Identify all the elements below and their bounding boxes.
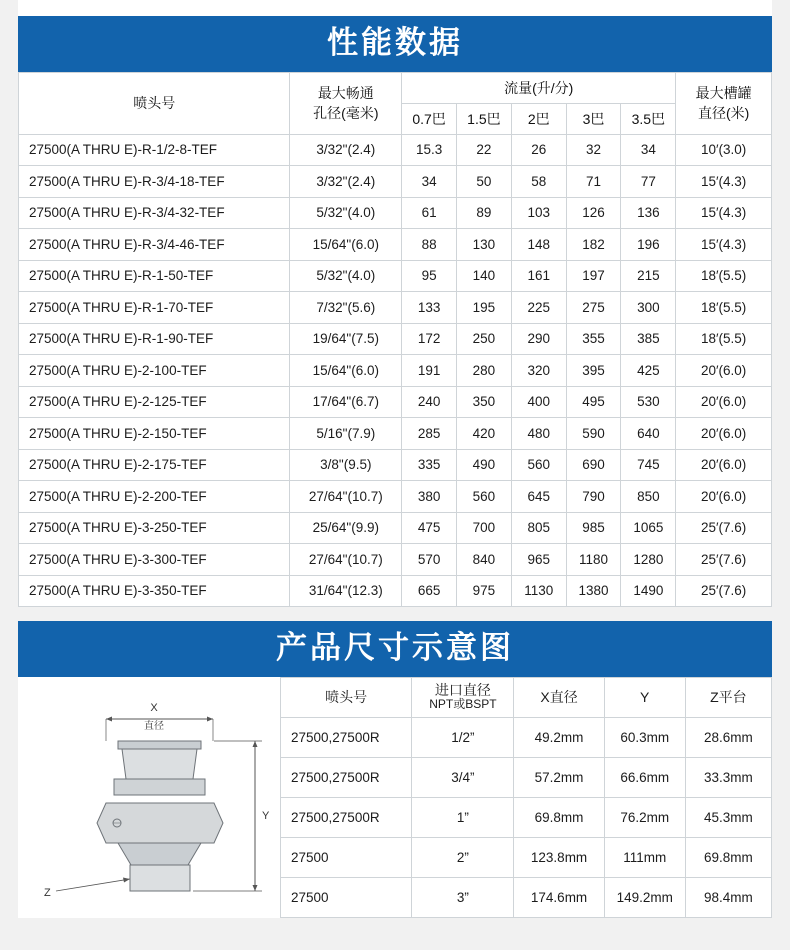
cell-nozzle: 27500(A THRU E)-2-200-TEF [19, 481, 290, 513]
cell-flow-2: 26 [511, 134, 566, 166]
product-dimension-drawing [18, 677, 280, 915]
cell-flow-4: 425 [621, 355, 676, 387]
table-row [281, 877, 772, 917]
cell-flow-2: 290 [511, 323, 566, 355]
cell-flow-2: 161 [511, 260, 566, 292]
performance-banner: 性能数据 [18, 16, 772, 72]
cell-dim-inlet: 3” [412, 877, 514, 917]
cell-bore: 15/64"(6.0) [290, 355, 402, 387]
cell-dim-x: 57.2mm [514, 757, 604, 797]
cell-bore: 3/32"(2.4) [290, 166, 402, 198]
cell-dim-z: 33.3mm [685, 757, 771, 797]
cell-flow-2: 148 [511, 229, 566, 261]
header-tank-line2: 直径(米) [697, 105, 750, 122]
table-row [19, 544, 772, 576]
table-row [19, 386, 772, 418]
cell-flow-0: 61 [402, 197, 457, 229]
cell-flow-2: 58 [511, 166, 566, 198]
cell-flow-1: 490 [457, 449, 512, 481]
cell-dim-inlet: 1/2” [412, 717, 514, 757]
cell-flow-0: 15.3 [402, 134, 457, 166]
table-row [281, 837, 772, 877]
cell-dim-x: 123.8mm [514, 837, 604, 877]
cell-tank: 20′(6.0) [676, 449, 772, 481]
cell-tank: 18′(5.5) [676, 292, 772, 324]
cell-flow-2: 645 [511, 481, 566, 513]
cell-nozzle: 27500(A THRU E)-3-250-TEF [19, 512, 290, 544]
cell-nozzle: 27500(A THRU E)-2-150-TEF [19, 418, 290, 450]
header-dim-inlet [412, 677, 514, 717]
cell-flow-2: 480 [511, 418, 566, 450]
cell-tank: 20′(6.0) [676, 418, 772, 450]
table-row [19, 418, 772, 450]
cell-flow-0: 95 [402, 260, 457, 292]
cell-bore: 25/64"(9.9) [290, 512, 402, 544]
cell-flow-4: 77 [621, 166, 676, 198]
cell-flow-0: 570 [402, 544, 457, 576]
cell-flow-1: 420 [457, 418, 512, 450]
table-row [281, 757, 772, 797]
cell-dim-z: 98.4mm [685, 877, 771, 917]
cell-flow-3: 71 [566, 166, 621, 198]
cell-flow-3: 126 [566, 197, 621, 229]
cell-flow-2: 560 [511, 449, 566, 481]
table-row [19, 197, 772, 229]
cell-flow-2: 965 [511, 544, 566, 576]
cell-flow-2: 805 [511, 512, 566, 544]
header-nozzle: 喷头号 [19, 72, 290, 134]
cell-flow-0: 285 [402, 418, 457, 450]
cell-tank: 18′(5.5) [676, 323, 772, 355]
cell-nozzle: 27500(A THRU E)-3-350-TEF [19, 575, 290, 607]
cell-tank: 15′(4.3) [676, 229, 772, 261]
label-y: Y [262, 809, 270, 822]
cell-bore: 19/64"(7.5) [290, 323, 402, 355]
cell-nozzle: 27500(A THRU E)-2-125-TEF [19, 386, 290, 418]
cell-flow-0: 240 [402, 386, 457, 418]
table-row [19, 134, 772, 166]
cell-flow-3: 275 [566, 292, 621, 324]
cell-flow-1: 130 [457, 229, 512, 261]
cell-dim-z: 69.8mm [685, 837, 771, 877]
cell-flow-1: 700 [457, 512, 512, 544]
cell-flow-4: 300 [621, 292, 676, 324]
dimension-table-body [281, 717, 772, 917]
cell-tank: 20′(6.0) [676, 386, 772, 418]
cell-flow-1: 195 [457, 292, 512, 324]
cell-tank: 25′(7.6) [676, 544, 772, 576]
dimension-banner: 产品尺寸示意图 [18, 621, 772, 677]
cell-flow-1: 280 [457, 355, 512, 387]
cell-flow-0: 172 [402, 323, 457, 355]
cell-bore: 15/64"(6.0) [290, 229, 402, 261]
cell-flow-4: 385 [621, 323, 676, 355]
table-row [19, 355, 772, 387]
cell-flow-4: 1490 [621, 575, 676, 607]
cell-flow-4: 640 [621, 418, 676, 450]
cell-bore: 27/64"(10.7) [290, 481, 402, 513]
cell-flow-0: 88 [402, 229, 457, 261]
header-flow-2: 2巴 [511, 103, 566, 134]
cell-flow-1: 840 [457, 544, 512, 576]
cell-flow-3: 985 [566, 512, 621, 544]
label-z: Z [44, 886, 51, 899]
cell-dim-z: 28.6mm [685, 717, 771, 757]
cell-flow-2: 1130 [511, 575, 566, 607]
cell-flow-0: 380 [402, 481, 457, 513]
header-flow-1: 1.5巴 [457, 103, 512, 134]
table-row [19, 166, 772, 198]
cell-flow-0: 34 [402, 166, 457, 198]
table-row [19, 449, 772, 481]
cell-nozzle: 27500(A THRU E)-R-3/4-32-TEF [19, 197, 290, 229]
cell-flow-1: 560 [457, 481, 512, 513]
cell-dim-y: 76.2mm [604, 797, 685, 837]
cell-bore: 3/32"(2.4) [290, 134, 402, 166]
cell-bore: 5/32"(4.0) [290, 197, 402, 229]
cell-flow-1: 250 [457, 323, 512, 355]
cell-flow-4: 136 [621, 197, 676, 229]
cell-flow-3: 395 [566, 355, 621, 387]
label-x-diameter: 直径 [144, 720, 164, 732]
cell-flow-4: 1280 [621, 544, 676, 576]
performance-table [18, 72, 772, 608]
cell-dim-nozzle: 27500,27500R [281, 757, 412, 797]
table-row [19, 229, 772, 261]
cell-flow-3: 1380 [566, 575, 621, 607]
cell-dim-nozzle: 27500,27500R [281, 717, 412, 757]
cell-bore: 5/32"(4.0) [290, 260, 402, 292]
cell-flow-4: 34 [621, 134, 676, 166]
header-flow-0: 0.7巴 [402, 103, 457, 134]
table-row [19, 575, 772, 607]
header-bore [290, 72, 402, 134]
cell-flow-3: 182 [566, 229, 621, 261]
cell-bore: 17/64"(6.7) [290, 386, 402, 418]
cell-nozzle: 27500(A THRU E)-3-300-TEF [19, 544, 290, 576]
cell-tank: 25′(7.6) [676, 512, 772, 544]
cell-flow-4: 745 [621, 449, 676, 481]
cell-tank: 15′(4.3) [676, 197, 772, 229]
cell-dim-x: 49.2mm [514, 717, 604, 757]
label-x: X [150, 701, 158, 714]
cell-flow-3: 355 [566, 323, 621, 355]
cell-flow-0: 133 [402, 292, 457, 324]
cell-flow-1: 140 [457, 260, 512, 292]
performance-section [18, 0, 772, 607]
cell-bore: 5/16"(7.9) [290, 418, 402, 450]
header-flow-3: 3巴 [566, 103, 621, 134]
cell-bore: 31/64"(12.3) [290, 575, 402, 607]
header-tank [676, 72, 772, 134]
header-inlet-line2: NPT或BSPT [429, 697, 497, 712]
header-inlet-line1: 进口直径 [434, 682, 491, 699]
table-row [19, 292, 772, 324]
cell-nozzle: 27500(A THRU E)-2-175-TEF [19, 449, 290, 481]
cell-flow-4: 530 [621, 386, 676, 418]
cell-bore: 3/8"(9.5) [290, 449, 402, 481]
cell-flow-2: 225 [511, 292, 566, 324]
performance-table-body [19, 134, 772, 607]
cell-flow-3: 495 [566, 386, 621, 418]
cell-dim-inlet: 3/4” [412, 757, 514, 797]
dimension-section [18, 621, 772, 918]
cell-dim-inlet: 2” [412, 837, 514, 877]
dimension-table [280, 677, 772, 918]
header-dim-x: X直径 [514, 677, 604, 717]
cell-dim-x: 69.8mm [514, 797, 604, 837]
cell-flow-3: 590 [566, 418, 621, 450]
cell-flow-0: 475 [402, 512, 457, 544]
cell-flow-3: 197 [566, 260, 621, 292]
cell-dim-nozzle: 27500 [281, 877, 412, 917]
cell-flow-3: 32 [566, 134, 621, 166]
cell-flow-0: 191 [402, 355, 457, 387]
cell-dim-x: 174.6mm [514, 877, 604, 917]
cell-dim-y: 66.6mm [604, 757, 685, 797]
cell-flow-2: 320 [511, 355, 566, 387]
cell-tank: 10′(3.0) [676, 134, 772, 166]
cell-flow-3: 690 [566, 449, 621, 481]
cell-nozzle: 27500(A THRU E)-R-1/2-8-TEF [19, 134, 290, 166]
cell-flow-1: 350 [457, 386, 512, 418]
cell-nozzle: 27500(A THRU E)-R-1-50-TEF [19, 260, 290, 292]
cell-dim-nozzle: 27500 [281, 837, 412, 877]
header-flow-4: 3.5巴 [621, 103, 676, 134]
cell-dim-inlet: 1” [412, 797, 514, 837]
header-dim-y: Y [604, 677, 685, 717]
cell-flow-0: 665 [402, 575, 457, 607]
table-row [281, 717, 772, 757]
cell-flow-3: 1180 [566, 544, 621, 576]
header-dim-z: Z平台 [685, 677, 771, 717]
cell-flow-0: 335 [402, 449, 457, 481]
cell-flow-2: 400 [511, 386, 566, 418]
cell-tank: 20′(6.0) [676, 481, 772, 513]
cell-flow-3: 790 [566, 481, 621, 513]
cell-nozzle: 27500(A THRU E)-R-1-70-TEF [19, 292, 290, 324]
cell-flow-1: 22 [457, 134, 512, 166]
cell-flow-2: 103 [511, 197, 566, 229]
cell-nozzle: 27500(A THRU E)-R-1-90-TEF [19, 323, 290, 355]
nozzle-diagram-svg [18, 683, 280, 921]
cell-flow-1: 50 [457, 166, 512, 198]
table-header-row-1 [19, 72, 772, 103]
cell-dim-y: 111mm [604, 837, 685, 877]
cell-tank: 20′(6.0) [676, 355, 772, 387]
cell-dim-z: 45.3mm [685, 797, 771, 837]
header-tank-line1: 最大槽罐 [695, 85, 752, 102]
cell-dim-y: 149.2mm [604, 877, 685, 917]
cell-tank: 25′(7.6) [676, 575, 772, 607]
header-flow-group: 流量(升/分) [402, 72, 676, 103]
cell-nozzle: 27500(A THRU E)-R-3/4-46-TEF [19, 229, 290, 261]
cell-flow-4: 850 [621, 481, 676, 513]
cell-nozzle: 27500(A THRU E)-R-3/4-18-TEF [19, 166, 290, 198]
cell-flow-1: 975 [457, 575, 512, 607]
cell-tank: 15′(4.3) [676, 166, 772, 198]
header-bore-line1: 最大畅通 [317, 85, 374, 102]
table-row [19, 512, 772, 544]
dimension-header-row [281, 677, 772, 717]
cell-flow-4: 215 [621, 260, 676, 292]
cell-dim-y: 60.3mm [604, 717, 685, 757]
cell-bore: 27/64"(10.7) [290, 544, 402, 576]
cell-bore: 7/32"(5.6) [290, 292, 402, 324]
table-row [19, 260, 772, 292]
table-row [281, 797, 772, 837]
header-dim-nozzle: 喷头号 [281, 677, 412, 717]
table-row [19, 481, 772, 513]
cell-dim-nozzle: 27500,27500R [281, 797, 412, 837]
table-row [19, 323, 772, 355]
cell-flow-4: 196 [621, 229, 676, 261]
cell-tank: 18′(5.5) [676, 260, 772, 292]
cell-flow-1: 89 [457, 197, 512, 229]
cell-nozzle: 27500(A THRU E)-2-100-TEF [19, 355, 290, 387]
header-bore-line2: 孔径(毫米) [313, 105, 379, 122]
cell-flow-4: 1065 [621, 512, 676, 544]
